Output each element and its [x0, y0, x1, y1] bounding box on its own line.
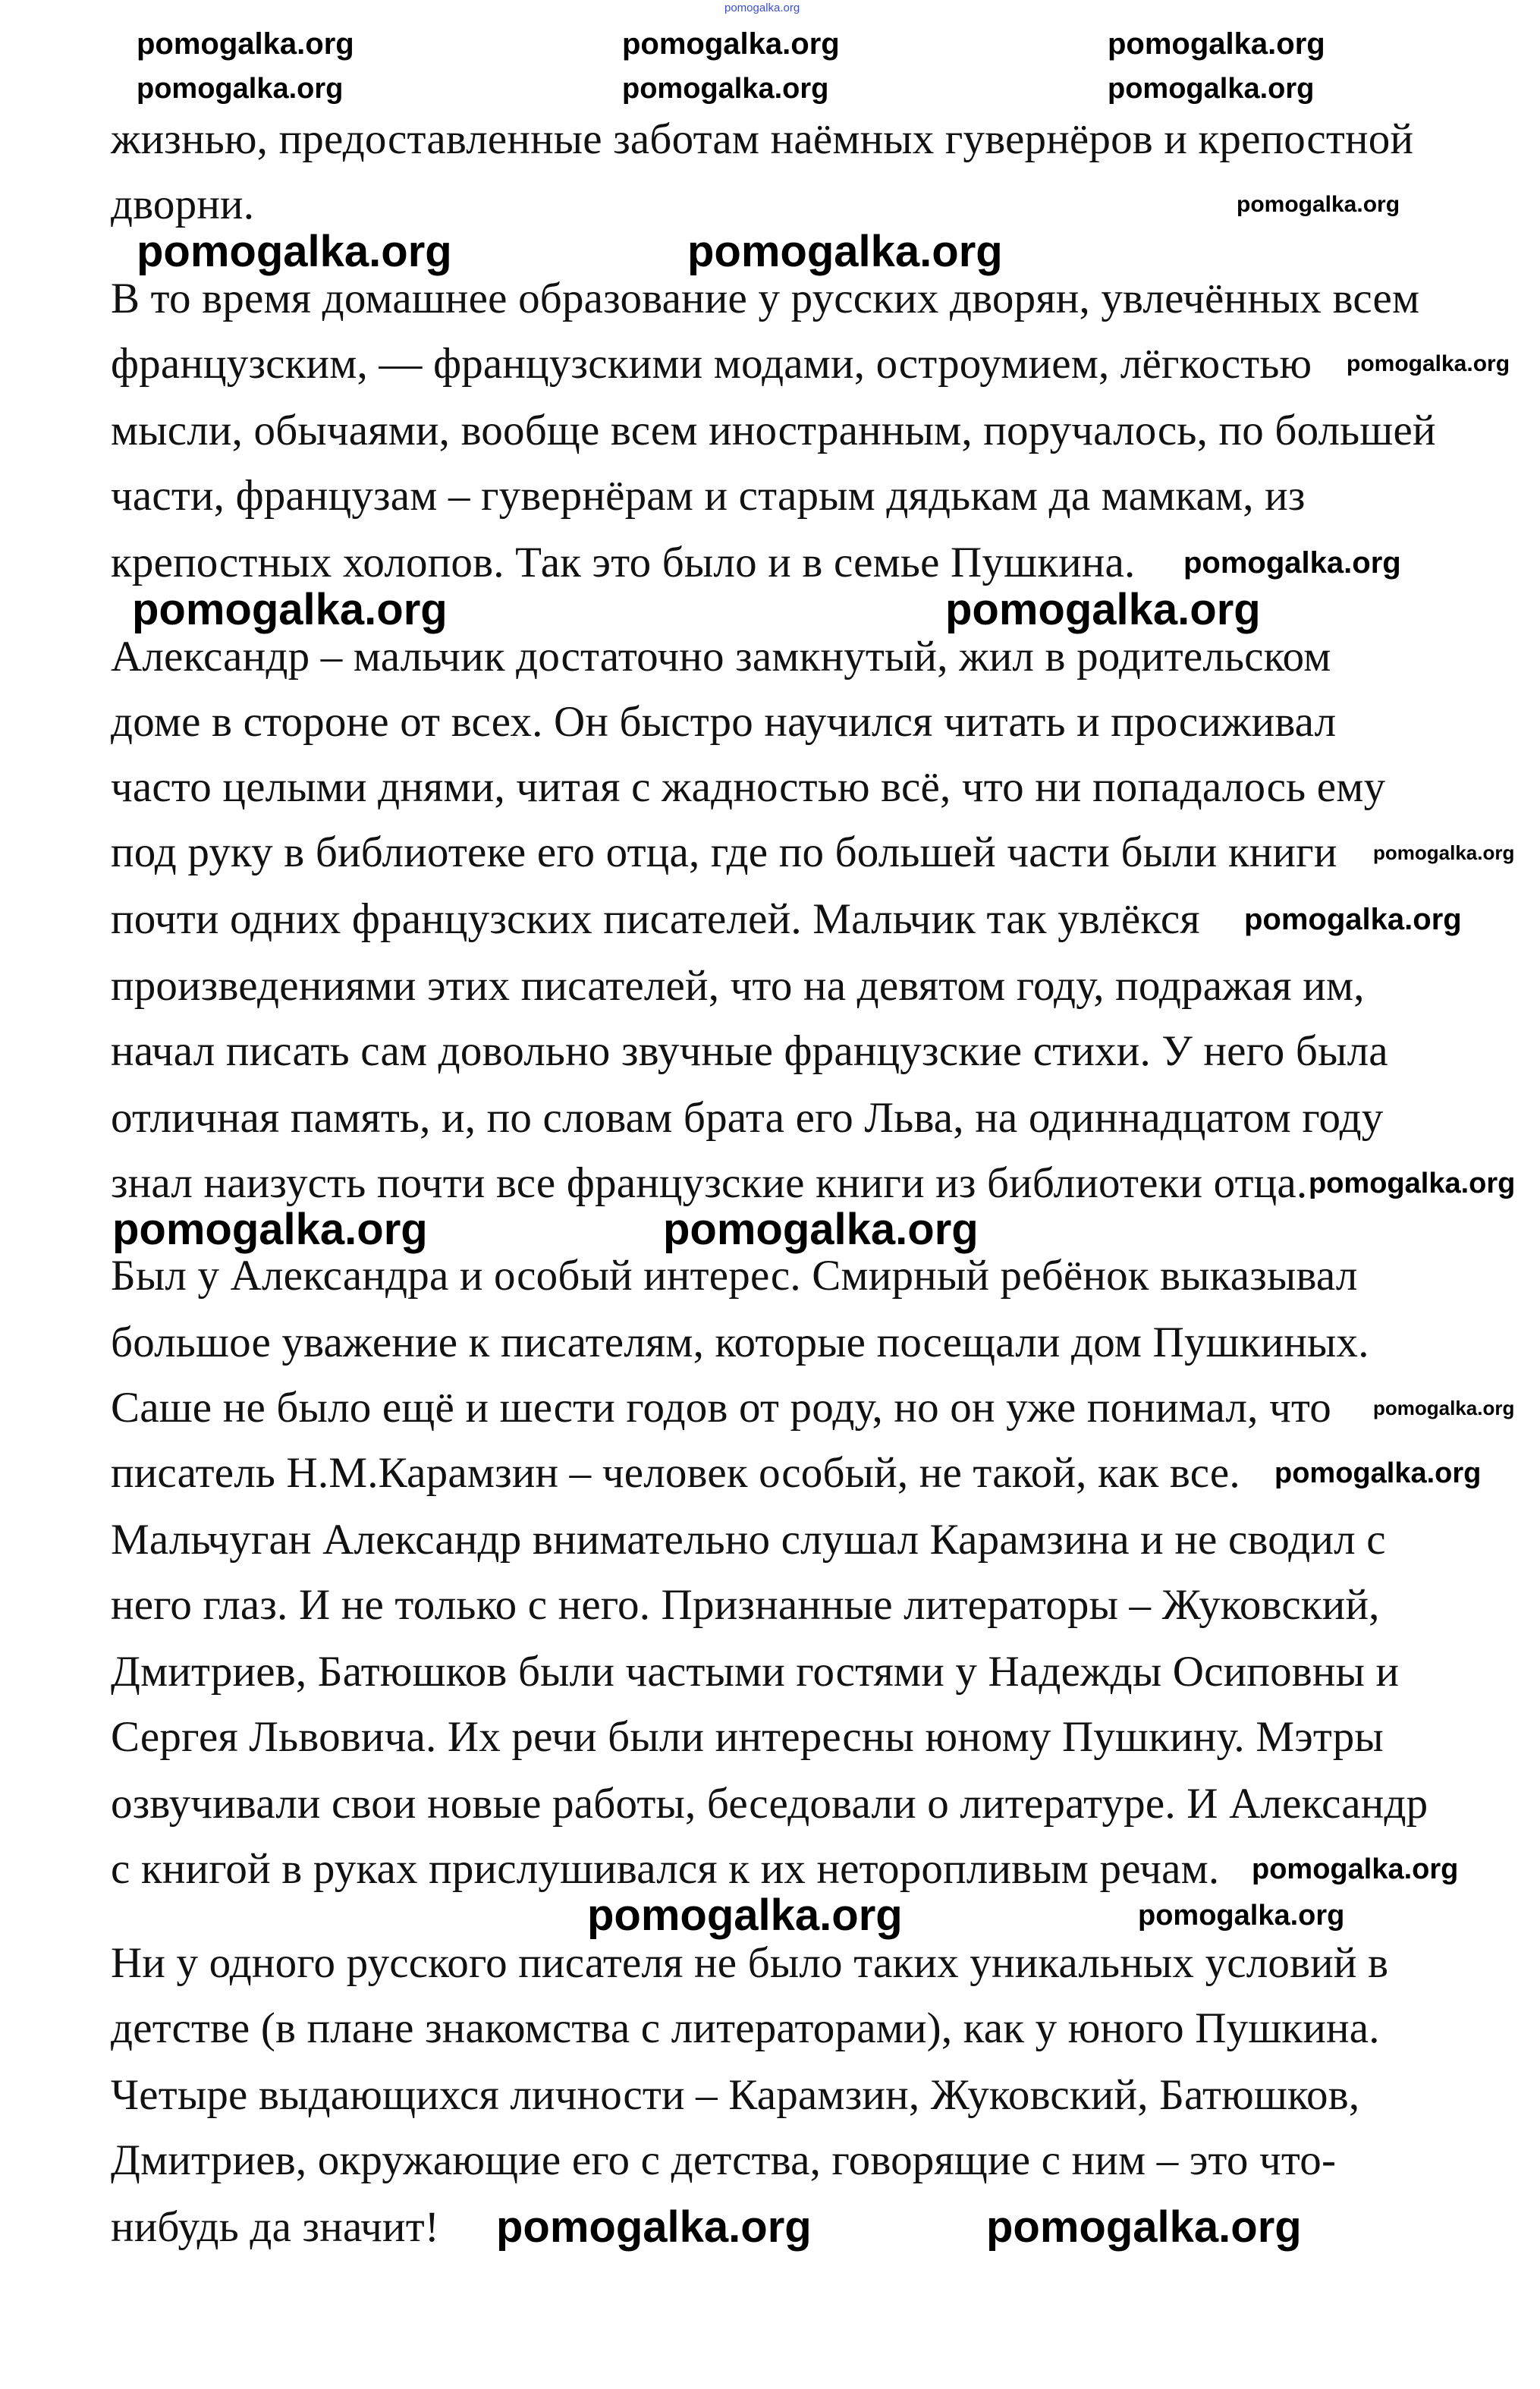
watermark: pomogalka.org — [1138, 1900, 1345, 1932]
text-line: с книгой в руках прислушивался к их неторопливым речам. — [111, 1845, 1220, 1893]
text-line: произведениями этих писателей, что на девятом году, подражая им, — [111, 962, 1365, 1010]
text-line: В то время домашнее образование у русских дворян, увлечённых всем — [111, 275, 1420, 322]
watermark: pomogalka.org — [622, 27, 840, 61]
watermark: pomogalka.org — [1373, 1397, 1515, 1419]
text-line: нибудь да значит! — [111, 2203, 440, 2251]
watermark: pomogalka.org — [1373, 841, 1515, 864]
text-line: Мальчуган Александр внимательно слушал Карамзина и не сводил с — [111, 1516, 1386, 1564]
text-line: отличная память, и, по словам брата его Льва, на одиннадцатом году — [111, 1094, 1384, 1142]
text-line: Был у Александра и особый интерес. Смирный ребёнок выказывал — [111, 1252, 1358, 1300]
watermark: pomogalka.org — [1274, 1457, 1482, 1489]
watermark: pomogalka.org — [496, 2202, 812, 2252]
text-line: мысли, обычаями, вообще всем иностранным, поручалось, по большей — [111, 407, 1436, 454]
text-line: него глаз. И не только с него. Признанные литераторы – Жуковский, — [111, 1581, 1380, 1629]
watermark: pomogalka.org — [137, 27, 354, 61]
watermark: pomogalka.org — [945, 585, 1261, 634]
watermark: pomogalka.org — [112, 1205, 428, 1254]
watermark: pomogalka.org — [1244, 903, 1462, 936]
watermark: pomogalka.org — [1237, 192, 1400, 217]
text-line: Четыре выдающихся личности – Карамзин, Жуковский, Батюшков, — [111, 2071, 1360, 2119]
text-line: французским, — французскими модами, остроумием, лёгкостью — [111, 340, 1312, 388]
text-line: писатель Н.М.Карамзин – человек особый, не такой, как все. — [111, 1449, 1240, 1497]
watermark: pomogalka.org — [622, 73, 829, 105]
watermark: pomogalka.org — [687, 227, 1003, 276]
text-line: начал писать сам довольно звучные французские стихи. У него была — [111, 1027, 1388, 1075]
watermark: pomogalka.org — [1108, 73, 1315, 105]
watermark: pomogalka.org — [663, 1205, 979, 1254]
text-line: доме в стороне от всех. Он быстро научился читать и просиживал — [111, 698, 1337, 746]
watermark: pomogalka.org — [1252, 1853, 1459, 1885]
text-line: Александр – мальчик достаточно замкнутый, жил в родительском — [111, 633, 1331, 681]
watermark: pomogalka.org — [1108, 27, 1325, 61]
text-line: под руку в библиотеке его отца, где по большей части были книги — [111, 828, 1337, 876]
watermark: pomogalka.org — [137, 73, 344, 105]
text-line: Ни у одного русского писателя не было таких уникальных условий в — [111, 1939, 1389, 1987]
text-line: большое уважение к писателям, которые посещали дом Пушкиных. — [111, 1319, 1369, 1366]
text-line: дворни. — [111, 181, 255, 228]
watermark: pomogalka.org — [1183, 546, 1401, 580]
watermark: pomogalka.org — [1309, 1168, 1516, 1199]
watermark: pomogalka.org — [137, 227, 452, 276]
text-line: часто целыми днями, читая с жадностью всё, что ни попадалось ему — [111, 763, 1386, 811]
text-line: Саше не было ещё и шести годов от роду, но он уже понимал, что — [111, 1384, 1332, 1432]
text-line: крепостных холопов. Так это было и в семье Пушкина. — [111, 539, 1136, 586]
watermark: pomogalka.org — [132, 585, 448, 634]
text-line: Сергея Львовича. Их речи были интересны юному Пушкину. Мэтры — [111, 1713, 1384, 1761]
watermark: pomogalka.org — [587, 1891, 903, 1940]
text-line: части, французам – гувернёрам и старым дядькам да мамкам, из — [111, 472, 1306, 520]
text-line: знал наизусть почти все французские книги из библиотеки отца. — [111, 1159, 1308, 1207]
text-line: жизнью, предоставленные заботам наёмных гувернёров и крепостной — [111, 115, 1414, 163]
text-line: почти одних французских писателей. Мальчик так увлёкся — [111, 895, 1200, 943]
watermark: pomogalka.org — [1347, 351, 1510, 376]
text-line: Дмитриев, окружающие его с детства, говорящие с ним – это что- — [111, 2136, 1337, 2184]
text-line: озвучивали свои новые работы, беседовали о литературе. И Александр — [111, 1780, 1428, 1828]
text-line: детстве (в плане знакомства с литераторами), как у юного Пушкина. — [111, 2004, 1380, 2052]
text-line: Дмитриев, Батюшков были частыми гостями у Надежды Осиповны и — [111, 1648, 1400, 1696]
header-watermark: pomogalka.org — [724, 2, 800, 14]
watermark: pomogalka.org — [986, 2202, 1302, 2252]
